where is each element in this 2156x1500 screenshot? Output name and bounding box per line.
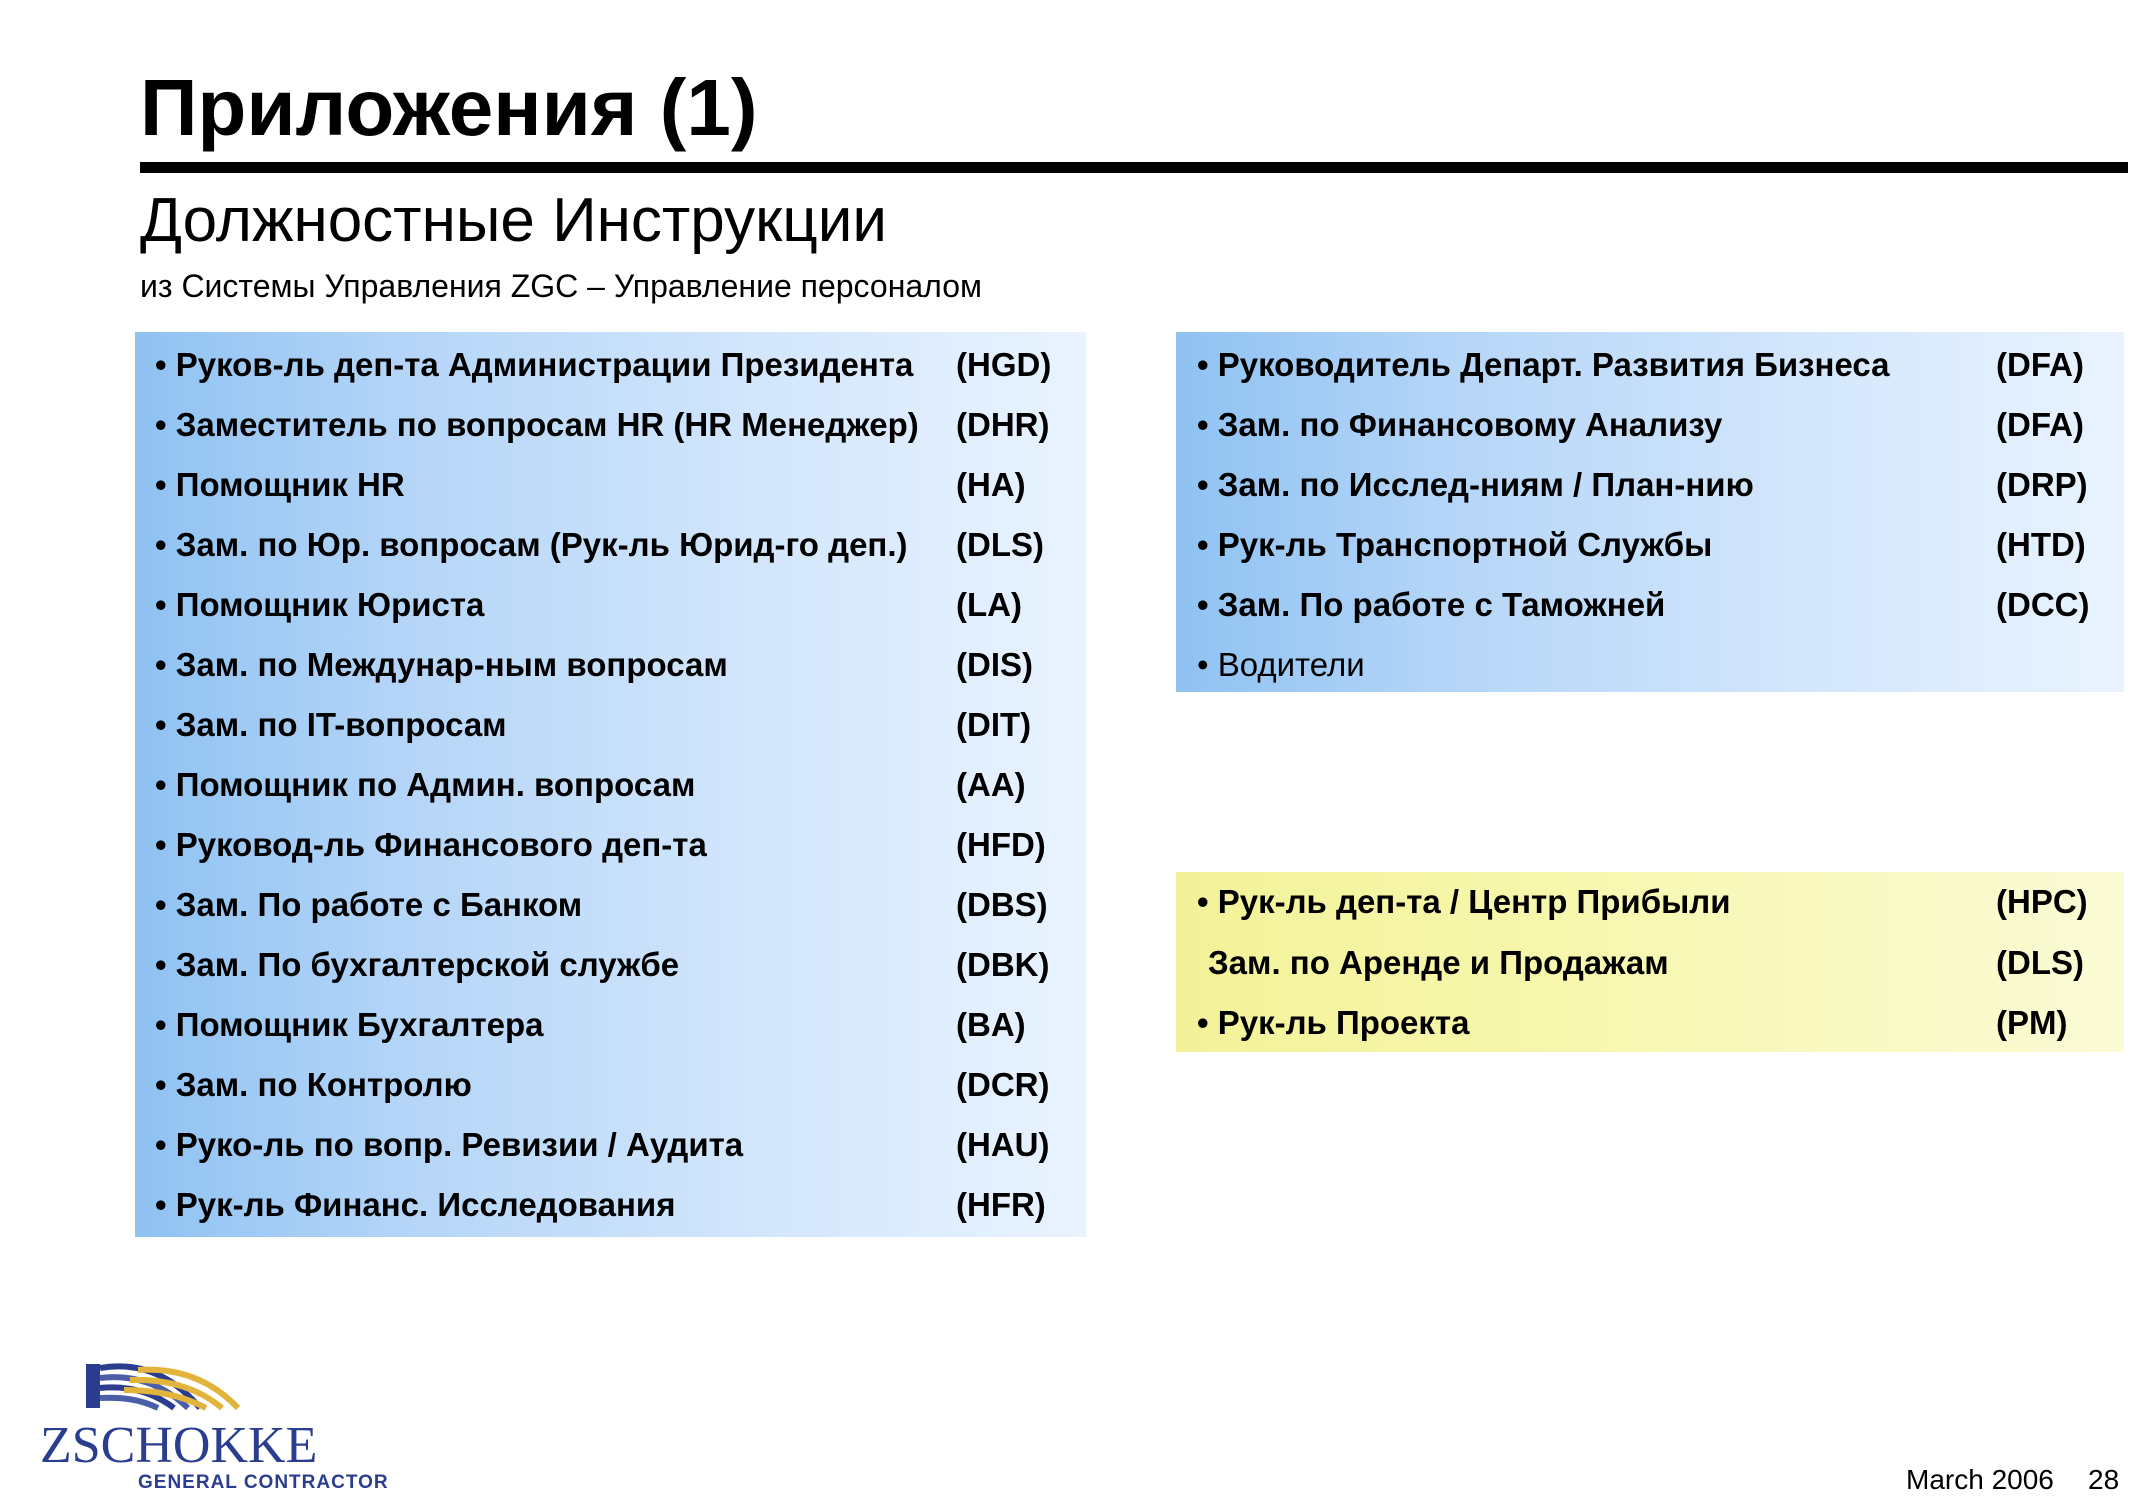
list-item-code: (AA) (956, 766, 1026, 803)
list-item-code: (DRP) (1996, 466, 2088, 503)
list-item (1176, 335, 2124, 395)
list-item (135, 635, 1086, 695)
list-item (1176, 395, 2124, 455)
list-item-label: • Зам. По бухгалтерской службе (155, 946, 680, 983)
list-item-label: • Зам. по Контролю (155, 1066, 472, 1103)
list-item (1176, 872, 2124, 932)
section-caption: из Системы Управления ZGC – Управление персоналом (140, 268, 982, 304)
list-item-label: • Руков-ль деп-та Администрации Президента (155, 346, 914, 383)
list-item-code: (DLS) (1996, 944, 2084, 981)
list-item-code: (DBK) (956, 946, 1050, 983)
right-bottom-job-list-panel (1176, 872, 2124, 1052)
list-item (135, 1115, 1086, 1175)
list-item-code: (HA) (956, 466, 1026, 503)
list-item-code: (HFD) (956, 826, 1046, 863)
list-item-label: • Зам. По работе с Банком (155, 886, 583, 923)
list-item-code: (BA) (956, 1006, 1026, 1043)
left-job-list-panel (135, 332, 1086, 1237)
list-item (135, 1175, 1086, 1235)
list-item (135, 515, 1086, 575)
list-item-label: • Помощник Юриста (155, 586, 485, 623)
list-item-code: (DFA) (1996, 346, 2084, 383)
list-item-code: (DIS) (956, 646, 1033, 683)
logo-tagline: GENERAL CONTRACTOR (138, 1472, 389, 1493)
logo-mark-icon (86, 1364, 238, 1408)
list-item-label: • Помощник Бухгалтера (155, 1006, 544, 1043)
list-item-label: • Руко-ль по вопр. Ревизии / Аудита (155, 1126, 744, 1163)
list-item-code: (DLS) (956, 526, 1044, 563)
list-item-code: (DIT) (956, 706, 1032, 743)
page-number: 28 (2088, 1464, 2120, 1495)
list-item-code: (DCR) (956, 1066, 1050, 1103)
list-item (135, 695, 1086, 755)
list-item (1176, 993, 2124, 1053)
list-item (135, 575, 1086, 635)
list-item (135, 875, 1086, 935)
list-item-code: (DHR) (956, 406, 1050, 443)
list-item-label: • Заместитель по вопросам HR (HR Менеджер) (155, 406, 919, 443)
list-item (135, 935, 1086, 995)
list-item (135, 335, 1086, 395)
list-item-label: • Зам. По работе с Таможней (1197, 586, 1666, 623)
list-item-label: • Зам. по IT-вопросам (155, 706, 507, 743)
list-item-label: • Помощник по Админ. вопросам (155, 766, 696, 803)
list-item-label: • Руководитель Департ. Развития Бизнеса (1197, 346, 1890, 383)
footer-date: March 2006 (1906, 1464, 2054, 1495)
list-item-label: • Помощник HR (155, 466, 405, 503)
list-item-label: • Рук-ль деп-та / Центр Прибыли (1197, 883, 1731, 920)
list-item-code: (HPC) (1996, 883, 2088, 920)
list-item (1176, 515, 2124, 575)
list-item-label: • Водители (1197, 646, 1365, 683)
list-item-label: • Рук-ль Финанс. Исследования (155, 1186, 676, 1223)
list-item-label: • Рук-ль Транспортной Службы (1197, 526, 1713, 563)
list-item (1176, 455, 2124, 515)
list-item-code: (HAU) (956, 1126, 1050, 1163)
list-item-code: (PM) (1996, 1004, 2068, 1041)
list-item-code: (HTD) (1996, 526, 2086, 563)
page-title: Приложения (1) (140, 63, 758, 152)
list-item-label: • Зам. по Финансовому Анализу (1197, 406, 1723, 443)
list-item-code: (DCC) (1996, 586, 2090, 623)
list-item (135, 815, 1086, 875)
list-item (135, 395, 1086, 455)
right-top-job-list-panel (1176, 332, 2124, 692)
list-item-label: • Рук-ль Проекта (1197, 1004, 1470, 1041)
list-item-code: (DFA) (1996, 406, 2084, 443)
list-item (135, 755, 1086, 815)
section-subtitle: Должностные Инструкции (140, 186, 887, 255)
list-item-label: Зам. по Аренде и Продажам (1208, 944, 1669, 981)
list-item (1176, 635, 2124, 695)
company-logo (38, 1362, 389, 1493)
list-item-label: • Зам. по Юр. вопросам (Рук-ль Юрид-го деп.) (155, 526, 908, 563)
list-item (135, 1055, 1086, 1115)
list-item (1176, 575, 2124, 635)
list-item (1176, 933, 2124, 993)
list-item-label: • Руковод-ль Финансового деп-та (155, 826, 707, 863)
list-item-code: (HFR) (956, 1186, 1046, 1223)
list-item (135, 455, 1086, 515)
list-item-code: (DBS) (956, 886, 1048, 923)
list-item (135, 995, 1086, 1055)
list-item-code: (HGD) (956, 346, 1052, 383)
title-divider (140, 162, 2128, 173)
list-item-label: • Зам. по Исслед-ниям / План-нию (1197, 466, 1754, 503)
list-item-code: (LA) (956, 586, 1022, 623)
logo-name: ZSCHOKKE (40, 1417, 318, 1474)
list-item-label: • Зам. по Междунар-ным вопросам (155, 646, 728, 683)
